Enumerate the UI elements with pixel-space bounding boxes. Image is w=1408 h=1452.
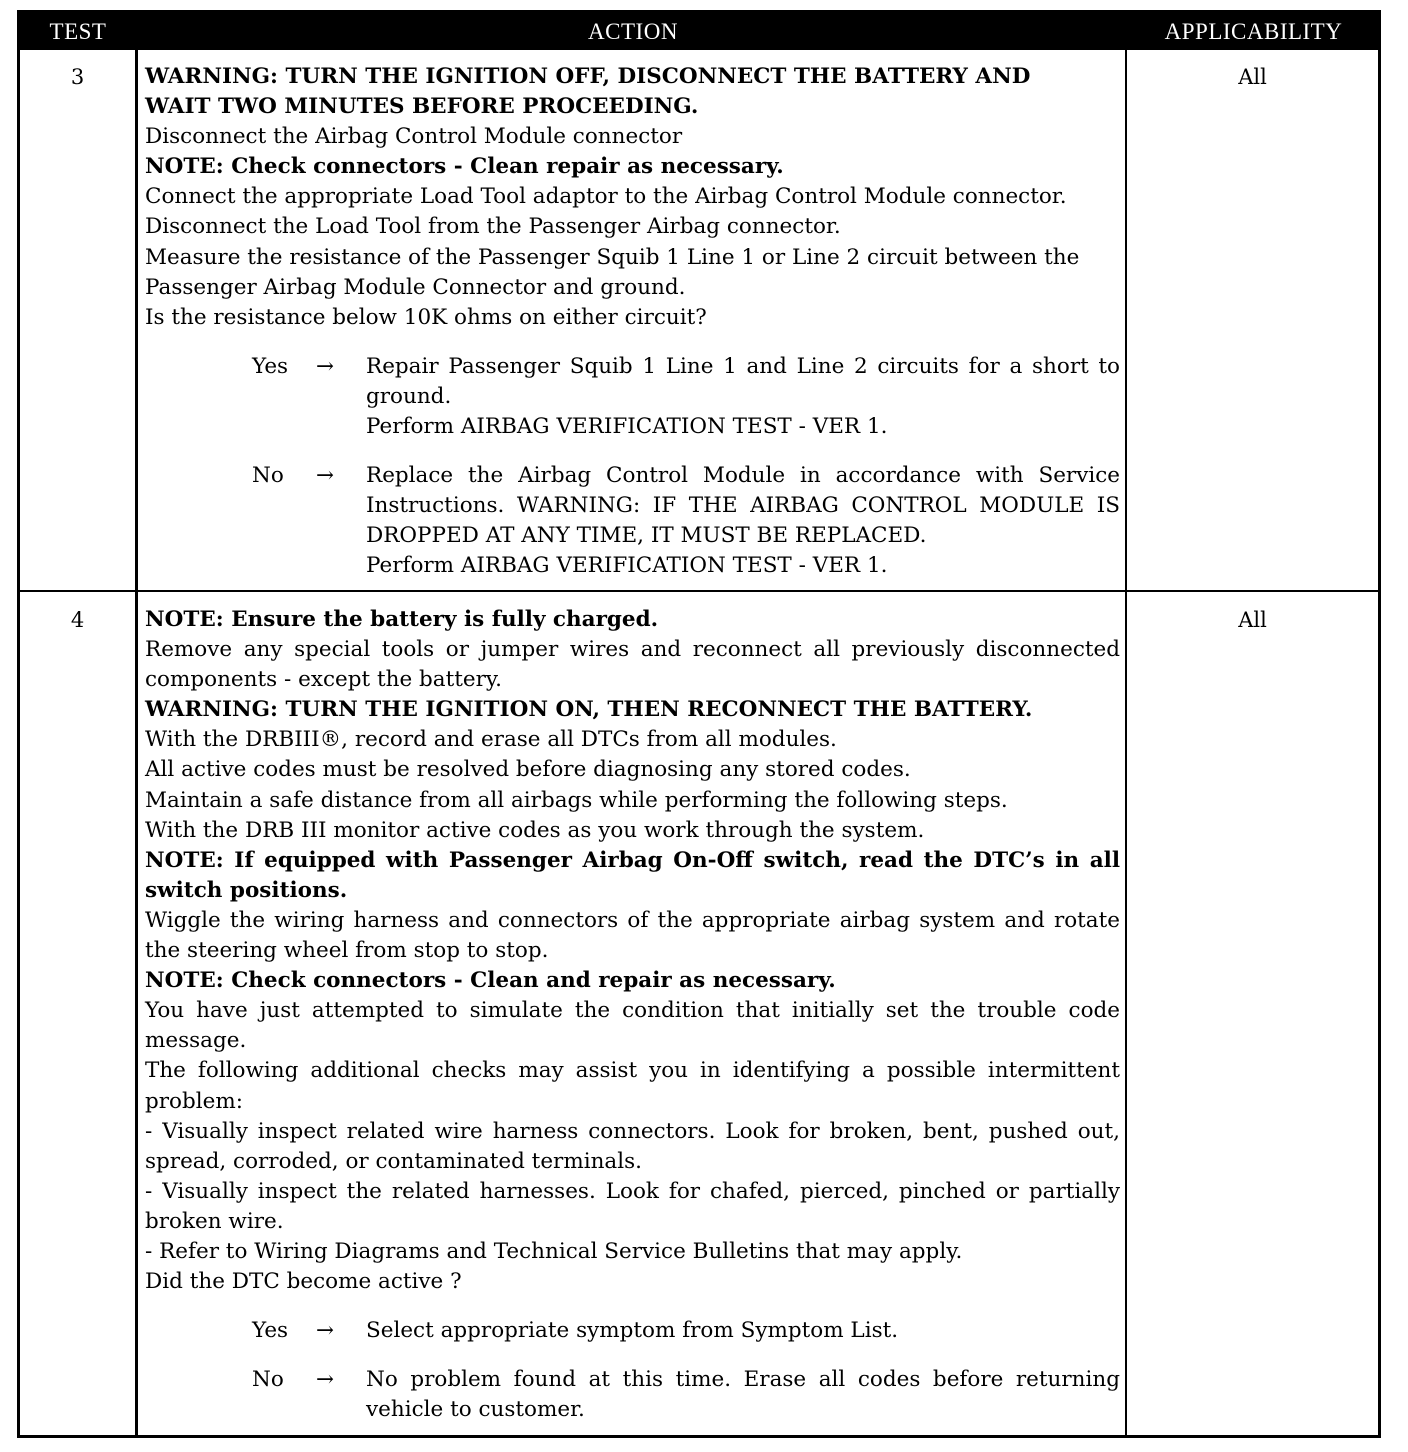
instruction-line: Remove any special tools or jumper wires and reconnect all previously disconnected components - except the battery.: [145, 637, 1120, 693]
no-branch: [252, 1365, 1120, 1425]
checklist-item: - Visually inspect related wire harness connectors. Look for broken, bent, pushed out, spread, corroded, or contaminated terminals.: [145, 1118, 1120, 1174]
header-applicability: APPLICABILITY: [1164, 19, 1343, 44]
action-cell: [145, 62, 1120, 582]
yes-verification: Perform AIRBAG VERIFICATION TEST - VER 1.: [366, 414, 888, 440]
warning-line: WAIT TWO MINUTES BEFORE PROCEEDING.: [145, 94, 699, 120]
checklist-item: - Visually inspect the related harnesses. Look for chafed, pierced, pinched or partially broken wire.: [145, 1178, 1120, 1234]
action-cell: [145, 605, 1120, 1425]
yes-action: Repair Passenger Squib 1 Line 1 and Line 2 circuits for a short to ground.: [366, 353, 1120, 409]
instruction-line: With the DRB III monitor active codes as you work through the system.: [145, 817, 925, 843]
yes-branch: [252, 352, 1120, 442]
column-divider: [135, 50, 138, 1435]
test-number: 3: [70, 65, 85, 89]
no-label: No: [252, 1367, 284, 1393]
yes-label: Yes: [252, 353, 289, 379]
instruction-line: Connect the appropriate Load Tool adaptor to the Airbag Control Module connector.: [145, 184, 1067, 210]
table-header: [20, 13, 1378, 50]
no-branch: [252, 461, 1120, 581]
applicability: All: [1238, 65, 1267, 89]
arrow-icon: →: [316, 1367, 335, 1393]
applicability: All: [1238, 608, 1267, 632]
yes-branch: [252, 1316, 1120, 1346]
no-label: No: [252, 463, 284, 489]
no-verification: Perform AIRBAG VERIFICATION TEST - VER 1.: [366, 553, 888, 579]
warning-line: WARNING: TURN THE IGNITION OFF, DISCONNECT THE BATTERY AND: [145, 64, 1031, 89]
note-line: NOTE: Check connectors - Clean and repair as necessary.: [145, 968, 836, 994]
note-line: NOTE: Check connectors - Clean repair as necessary.: [145, 154, 784, 180]
row-divider: [20, 590, 1378, 592]
instruction-line: The following additional checks may assist you in identifying a possible intermittent problem:: [145, 1058, 1120, 1114]
column-divider: [1125, 50, 1127, 1435]
checklist-item: - Refer to Wiring Diagrams and Technical Service Bulletins that may apply.: [145, 1238, 963, 1264]
instruction-line: Measure the resistance of the Passenger Squib 1 Line 1 or Line 2 circuit between the: [145, 244, 1080, 270]
instruction-line: Disconnect the Load Tool from the Passenger Airbag connector.: [145, 214, 841, 240]
question-line: Did the DTC become active ?: [145, 1269, 462, 1295]
question-line: Is the resistance below 10K ohms on either circuit?: [145, 304, 707, 330]
diagnostic-table: [17, 10, 1381, 1438]
arrow-icon: →: [316, 463, 335, 489]
no-action: No problem found at this time. Erase all codes before returning vehicle to customer.: [366, 1367, 1120, 1423]
yes-action: Select appropriate symptom from Symptom List.: [366, 1318, 899, 1344]
instruction-line: Passenger Airbag Module Connector and ground.: [145, 274, 686, 300]
warning-line: WARNING: TURN THE IGNITION ON, THEN RECONNECT THE BATTERY.: [145, 697, 1033, 723]
instruction-line: Wiggle the wiring harness and connectors of the appropriate airbag system and rotate the steering wheel from stop to stop.: [145, 907, 1120, 964]
no-action: Replace the Airbag Control Module in accordance with Service Instructions. WARNING: IF THE AIRBAG CONTROL MODULE IS DROPPED AT ANY TIME, IT MUST BE REPLACED.: [366, 463, 1120, 549]
arrow-icon: →: [316, 353, 335, 379]
note-line: NOTE: Ensure the battery is fully charged.: [145, 607, 659, 632]
instruction-line: All active codes must be resolved before diagnosing any stored codes.: [145, 757, 911, 783]
instruction-line: With the DRBIII®, record and erase all DTCs from all modules.: [145, 727, 837, 753]
header-test: TEST: [49, 19, 107, 44]
note-line: NOTE: If equipped with Passenger Airbag On-Off switch, read the DTC’s in all switch positions.: [145, 847, 1120, 903]
yes-label: Yes: [252, 1318, 289, 1344]
instruction-line: Disconnect the Airbag Control Module connector: [145, 124, 683, 150]
test-number: 4: [70, 608, 85, 632]
instruction-line: Maintain a safe distance from all airbags while performing the following steps.: [145, 787, 1008, 813]
arrow-icon: →: [316, 1318, 335, 1344]
header-action: ACTION: [588, 19, 678, 44]
instruction-line: You have just attempted to simulate the condition that initially set the trouble code message.: [145, 998, 1120, 1054]
